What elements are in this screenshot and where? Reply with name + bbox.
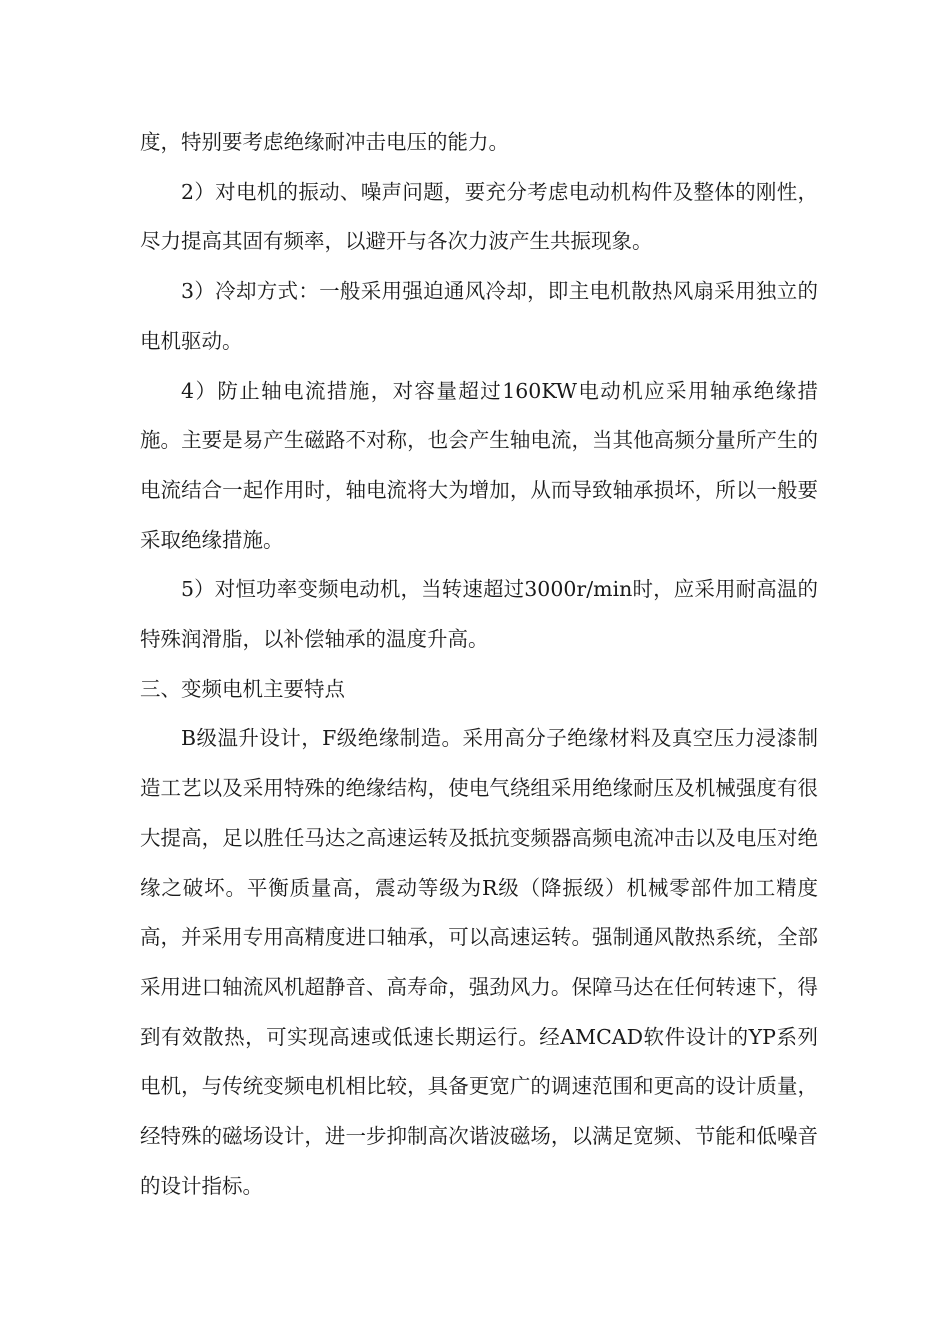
- paragraph-item-5: 5）对恒功率变频电动机，当转速超过3000r/min时，应采用耐高温的特殊润滑脂，以补偿轴承的温度升高。: [140, 577, 818, 652]
- document-body: [140, 118, 818, 1211]
- paragraph-continuation: 度，特别要考虑绝缘耐冲击电压的能力。: [140, 130, 509, 154]
- section-heading: 三、变频电机主要特点: [140, 676, 345, 701]
- paragraph-item-3: 3）冷却方式：一般采用强迫通风冷却，即主电机散热风扇采用独立的电机驱动。: [140, 279, 818, 353]
- paragraph-body: B级温升设计，F级绝缘制造。采用高分子绝缘材料及真空压力浸漆制造工艺以及采用特殊的绝缘结构，使电气绕组采用绝缘耐压及机械强度有很大提高，足以胜任马达之高速运转及抵抗变频器高频电流冲击以及电压对绝缘之破坏。平衡质量高，震动等级为R级（降振级）机械零部件加工精度高，并采用专用高精度进口轴承，可以高速运转。强制通风散热系统，全部采用进口轴流风机超静音、高寿命，强劲风力。保障马达在任何转速下，得到有效散热，可实现高速或低速长期运行。经AMCAD软件设计的YP系列电机，与传统变频电机相比较，具备更宽广的调速范围和更高的设计质量，经特殊的磁场设计，进一步抑制高次谐波磁场，以满足宽频、节能和低噪音的设计指标。: [140, 726, 818, 1198]
- paragraph-item-2: 2）对电机的振动、噪声问题，要充分考虑电动机构件及整体的刚性，尽力提高其固有频率，以避开与各次力波产生共振现象。: [140, 179, 818, 254]
- paragraph-item-4: 4）防止轴电流措施，对容量超过160KW电动机应采用轴承绝缘措施。主要是易产生磁路不对称，也会产生轴电流，当其他高频分量所产生的电流结合一起作用时，轴电流将大为增加，从而导致轴承损坏，所以一般要采取绝缘措施。: [140, 378, 818, 552]
